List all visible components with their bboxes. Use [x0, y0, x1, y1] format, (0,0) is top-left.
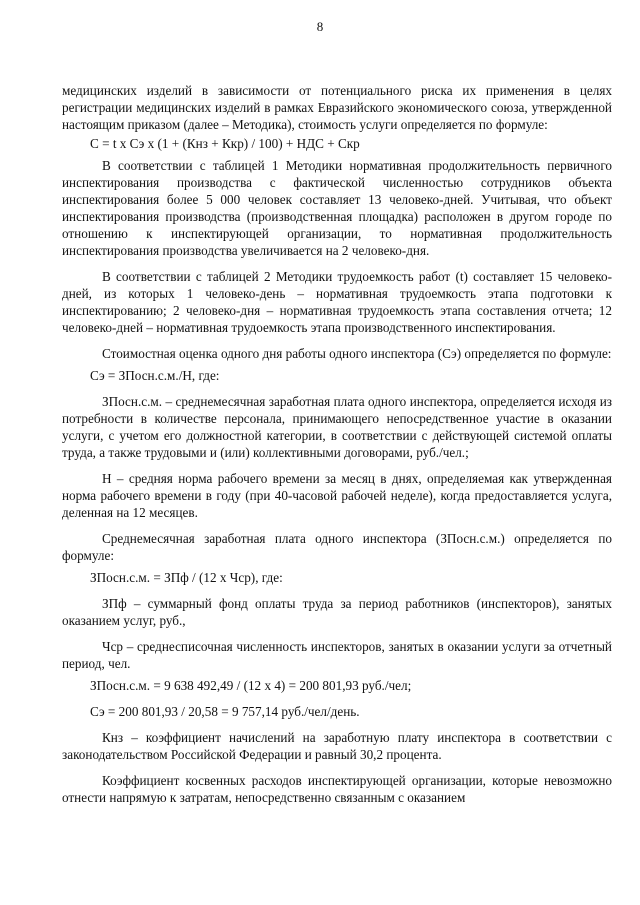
- paragraph-norm-hours: Н – средняя норма рабочего времени за месяц в днях, определяемая как утвержденная норма рабочего времени в году (при 40-часовой рабочей неделе), когда предоставляется услуга, деленная на 12 месяцев.: [62, 471, 612, 520]
- formula-average-salary: ЗПосн.с.м. = ЗПф / (12 x Чср), где:: [90, 570, 283, 585]
- formula-service-cost: С = t x Сэ x (1 + (Кнз + Ккр) / 100) + НДС + Скр: [90, 136, 360, 151]
- formula-day-cost-calculation: Сэ = 200 801,93 / 20,58 = 9 757,14 руб./чел/день.: [90, 704, 360, 719]
- paragraph-methodology-cost: медицинских изделий в зависимости от потенциального риска их применения в целях регистрации медицинских изделий в рамках Евразийского экономического союза, утвержденной настоящим приказом (далее – Методика), стоимость услуги определяется по формуле:: [62, 83, 612, 132]
- formula-day-cost: Сэ = ЗПосн.с.м./Н, где:: [90, 368, 220, 383]
- paragraph-day-cost-estimate: Стоимостная оценка одного дня работы одного инспектора (Сэ) определяется по формуле:: [102, 346, 612, 361]
- formula-salary-calculation: ЗПосн.с.м. = 9 638 492,49 / (12 x 4) = 200 801,93 руб./чел;: [90, 678, 412, 693]
- page-number: 8: [316, 19, 324, 34]
- paragraph-headcount: Чср – среднесписочная численность инспекторов, занятых в оказании услуги за отчетный период, чел.: [62, 639, 612, 671]
- paragraph-indirect-costs: Коэффициент косвенных расходов инспектирующей организации, которые невозможно отнести напрямую к затратам, непосредственно связанным с оказанием: [62, 773, 612, 805]
- paragraph-table-1-duration: В соответствии с таблицей 1 Методики нормативная продолжительность первичного инспектирования производства с фактической численностью сотрудников объекта инспектирования более 5 000 человек составляет 13 человеко-дней. Учитывая, что объект инспектирования производства (производственная площадка) расположен в другом городе по отношению к инспектирующей организации, то нормативная продолжительность инспектирования производства увеличивается на 2 человеко-дня.: [62, 158, 612, 258]
- document-body: [62, 82, 612, 806]
- paragraph-payroll-fund: ЗПф – суммарный фонд оплаты труда за период работников (инспекторов), занятых оказанием услуг, руб.,: [62, 596, 612, 628]
- paragraph-salary-definition: ЗПосн.с.м. – среднемесячная заработная плата одного инспектора, определяется исходя из потребности в количестве персонала, принимающего непосредственное участие в оказании услуги, с учетом его должностной категории, в соответствии с действующей системой оплаты труда, а также трудовыми и (или) коллективными договорами, руб./чел.;: [62, 394, 612, 460]
- paragraph-table-2-labor: В соответствии с таблицей 2 Методики трудоемкость работ (t) составляет 15 человеко-дней, из которых 1 человеко-день – нормативная трудоемкость этапа подготовки к инспектированию; 2 человеко-дня – нормативная трудоемкость этапа составления отчета; 12 человеко-дней – нормативная трудоемкость этапа производственного инспектирования.: [62, 269, 612, 335]
- paragraph-accrual-coefficient: Кнз – коэффициент начислений на заработную плату инспектора в соответствии с законодательством Российской Федерации и равный 30,2 процента.: [62, 730, 612, 762]
- paragraph-average-salary: Среднемесячная заработная плата одного инспектора (ЗПосн.с.м.) определяется по формуле:: [62, 531, 612, 563]
